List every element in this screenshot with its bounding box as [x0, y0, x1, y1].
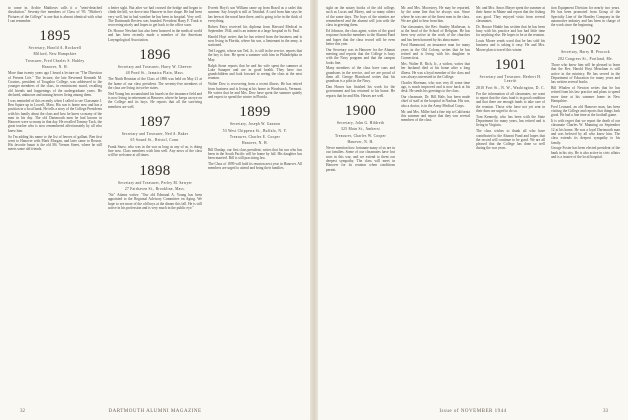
body-paragraph: Mr. and Mrs. Moorstery. He may be reported, by the same line that he always was. Since where he was one of the finest men in the class. We are glad to hear from him. — [401, 6, 470, 23]
class-secretary-address: 27 Fairhaven St., Brookline, Mass. — [124, 186, 186, 191]
right-page-columns — [326, 6, 620, 402]
left-col-3 — [208, 6, 302, 402]
body-paragraph: Never mention how fortunate many of us are in our families. Some of our classmates have lost sons in this war, and we extend to them our deepest sympathy. The class will meet in Hanover for its reunion when conditions permit. — [326, 146, 395, 172]
class-treasurer-address: Hanover, N. H. — [347, 139, 374, 144]
class-year-heading: 1896 — [139, 46, 171, 63]
page-gutter — [310, 0, 318, 420]
body-paragraph: Ned Young has accumulated his laurels in the insurance field and is now living in retirement at Hanover, where he keeps an eye on the College and its boys. He reports that all the surviving members are well. — [108, 91, 202, 109]
body-paragraph: Our Secretary was in Hanover for the Alumni meeting and reports that the College is busy with the Navy program and that the campus looks fine. — [326, 47, 395, 65]
class-secretary-line: Secretary and Treasurer, Harry W. Cheever — [117, 64, 193, 69]
body-paragraph: Our classmates, the Rev. Stanley Matheson, is at the head of the School of Religion. He has been very active in the work of the churches and has been honored by his alma mater. — [401, 24, 470, 42]
class-secretary-address: 40 Pond St., Jamaica Plain, Mass. — [125, 71, 185, 76]
body-paragraph: Fred Leonard, an old Hanover man, has been visiting the College and reports that things look good. He had a fine time at the football game. — [551, 104, 620, 118]
class-secretary-line: Secretary and Treasurer, Perley M. Sawyer — [118, 180, 192, 185]
class-secretary-line: Secretary, John G. Hildreth — [336, 120, 385, 125]
class-secretary-line: Secretary, Joseph W. Gannon — [229, 122, 281, 127]
class-year-heading: 1895 — [39, 28, 71, 45]
body-paragraph: Our classmate, Dr. Bill Hale, has been made chief of staff at the hospital in Nashua. His son, also a doctor, is in the Army Medical Corps. — [401, 95, 470, 108]
class-secretary-address: 2810 Fort St., N. W., Washington, D. C. — [476, 85, 545, 90]
body-paragraph: Louis Moore sends word that he has sold his business and is taking it easy. He and Mrs. Moore plan to travel this winter. — [476, 39, 545, 52]
body-paragraph: More than twenty years ago I heard a lecture on "The Direction of Present Life." The lecture, the late Reverend Kenneth M. Cousins, president of Tougaloo College, was addressed to the younger members of the class, in reminiscent mood, recalling old friends and happenings of the undergraduate years. He declared, unknown and unsung heroes living among them. — [8, 71, 102, 97]
class-year-heading: 1898 — [139, 162, 171, 179]
body-paragraph: So I'm adding his name to the list of heroes of gallant. Ben first went to Hanover with Mark Morgan, and later came to Boston. His favorite haunt is the old Mt. Vernon Street, where he still meets some old friends. — [8, 134, 102, 152]
body-paragraph: Mr. and Mrs. Miller had a fine trip to California this summer and report that they saw several members of the class. — [401, 109, 470, 123]
body-paragraph: Mrs. Walter B. Rich, Jr., a widow, writes that her husband died at his home after a long illness. He was a loyal member of the class and was always interested in the College. — [401, 62, 470, 79]
body-paragraph: "Sir" Adams writes: "Our old Edmund A. Young has been appointed to the Regional Advisory Committee on Aging. We hope to see more of the old boys at the dinner this fall. He is still active in his profession and is very much in the public eye." — [108, 193, 202, 211]
body-paragraph: to come in. Archie Matthews calls it a "semi-detached dissolution." Seventy-five members of Class of '95. "Mother's Pictures of the College" is one that is almost identical with what I can remember. — [8, 6, 102, 23]
class-secretary-address: 202 Congress St., Portland, Me. — [557, 56, 614, 61]
class-treasurer-line: Treasurer, Fred Charles S. Hubley — [25, 58, 85, 63]
body-paragraph: I was reminded of this recently when I called to see Classmate J. Ben Squire up in Lowell, Mass. His son is home now and has a position in a local bank. He tells a story of the College Presidents with his family about the class and how he knew so many of the men in his day. The old Dartmouth men he had known in Hanover were so many in that day. He recalled Tommy Tuck, the great teacher who is now remembered affectionately by all who knew him. — [8, 98, 102, 133]
body-paragraph: For the information of all classmates, we want to report that the class fund is in good condition and that there are enough funds to take care of the reunion. Those who have not yet sent in their dues are urged to do so. — [476, 91, 545, 114]
body-paragraph: Dan Hawes has finished his work for the government and has returned to his home. He reports that he and Mrs. Hawes are well. — [326, 85, 395, 98]
class-year-heading: 1900 — [344, 102, 377, 119]
class-year-heading: 1901 — [494, 56, 527, 73]
body-paragraph: Dr. Horace Hinkle has written that he has been busy with his practice and has had little time for anything else. He hopes to be at the reunion. — [476, 24, 545, 38]
body-paragraph: Tom Kennedy, who has been with the State Department for many years, has retired and is living in Virginia. — [476, 114, 545, 128]
class-year-heading: 1897 — [139, 114, 171, 131]
left-page-columns — [8, 6, 302, 402]
class-secretary-address: Milford, New Hampshire — [33, 52, 77, 57]
body-paragraph: Charles Sherman, who was very ill some time ago, is much improved and is now back at his desk. He sends his greetings to the class. — [401, 80, 470, 94]
body-paragraph: a better sight. But after we had crossed the bridge and began to climb the hill, we drove into Hanover in fine shape. He had been very well, but in bad weather he has been in hospital. Very well. The Dartmouth Review was founded. President Harry F. Trask is recovering nicely and hopes to get back to the office soon. — [108, 6, 202, 28]
page-number: 33 — [603, 409, 608, 414]
body-paragraph: Robert Fairy received his diploma from Harvard Medical in September 1944, and is an interne at a large hospital in St. Paul. — [208, 24, 302, 33]
body-paragraph: Frank Snow, who was in the war as long as any of us, is doing fine now. Class members wish him well. Any news of the class will be welcome at all times. — [108, 144, 202, 158]
right-col-3 — [476, 6, 545, 402]
running-footer-issue: Issue of NOVEMBER 1944 — [439, 409, 507, 414]
page-number: 32 — [20, 409, 25, 414]
body-paragraph: Ed Johnson, the class agent, writes of the good response from the members to the Alumni Fund and hopes that the class record will be even better this year. — [326, 28, 395, 46]
left-col-2 — [108, 6, 202, 402]
class-secretary-address: 53 West Chippewa St., Buffalo, N. Y. — [222, 128, 288, 133]
body-paragraph: Mr. and Mrs. Amos Mayer spent the summer at their home in Maine and report that the fishing was good. They enjoyed visits from several classmates. — [476, 6, 545, 23]
left-col-1 — [8, 6, 102, 402]
right-col-4 — [551, 6, 620, 402]
body-paragraph: Walter Dow is recovering from a recent illness. He has retired from business and is living at his home in Woodstock, Vermont. He writes that he and Mrs. Dow have spent the summer quietly and expect to spend the winter in Florida. — [208, 82, 302, 100]
body-paragraph: Bill Dunlap, our first class president, writes that his son who has been in the South Pacific will be home by fall. His daughter has been married. Bill is still practicing law. — [208, 147, 302, 161]
class-treasurer-line: Treasurer, Charles W. Cooper — [335, 133, 386, 138]
class-treasurer-line: Treasurer, Charles E. Cooper — [229, 135, 281, 140]
body-paragraph: George Foster has been elected president of the bank in his city. He is also active in civic affairs and is a trustee of the local hospital. — [551, 146, 620, 160]
body-paragraph: tion Equipment Division for nearly two years. He has been promoted from Group of the Specialty Line of the Huntley Company in the automotive industry and has been in charge of the work since the beginning. — [551, 6, 620, 28]
body-paragraph: The class wishes to thank all who have contributed to the Alumni Fund and hopes that the record will continue to be good. We are all pleased that the College has done so well during the war years. — [476, 129, 545, 151]
body-paragraph: The Class of 1899 will hold its reunion next year in Hanover. All members are urged to attend and bring their families. — [208, 162, 302, 171]
class-year-heading: 1902 — [569, 32, 602, 49]
right-col-2 — [401, 6, 470, 402]
class-secretary-line: Secretary, Harold A. Rockwell — [28, 46, 82, 51]
body-paragraph: Harold Hoyt writes that he has retired from the business and is now living in Florida, where his son, a lieutenant in the army, is stationed. — [208, 34, 302, 48]
class-secretary-line: Secretary and Treasurer, Herbert H. Leavitt — [479, 74, 542, 84]
class-treasurer-address: Hanover, N. H. — [241, 141, 269, 146]
left-page — [0, 0, 310, 420]
body-paragraph: Many members of the class have sons and grandsons in the service, and we are proud of them all. George Blanchard writes that his grandson is a pilot in the Navy. — [326, 66, 395, 84]
body-paragraph: Those who knew him will be pleased to learn that the Rev. Harold Hoyt Meacham is still active in the ministry. He has served in the Department of Education for many years and has written several books. — [551, 63, 620, 85]
body-paragraph: Fred Hammond, an insurance man for many years in the Old Colony, writes that he has retired and is living with his daughter in Connecticut. — [401, 43, 470, 61]
class-treasurer-address: Hanover, N. H. — [41, 65, 69, 70]
class-secretary-address: 325 Main St., Amherst — [341, 127, 380, 132]
right-col-1 — [326, 6, 395, 402]
class-year-heading: 1899 — [239, 104, 271, 121]
class-secretary-line: Secretary and Treasurer, Ned A. Baker — [121, 132, 189, 137]
body-paragraph: sight on the notary books of the old college, such as Lucas and Morey, and so many others of the same days. The boys of the nineties are remembered and the alumni will join with the class in greeting them. — [326, 6, 395, 28]
body-paragraph: Ted Leggett, whose son Ted, Jr., is still in the service, reports that the boy is fine. He spent a summer with him in Philadelphia in May. — [208, 49, 302, 62]
body-paragraph: Ralph Stone reports that he and his wife spent the summer at Lake Sunapee and are in good health. They have two grandchildren and look forward to seeing the class at the next reunion. — [208, 63, 302, 81]
body-paragraph: Bill Whalen of Newton writes that he has retired from his law practice and plans to spend more time at his summer home in New Hampshire. — [551, 86, 620, 103]
body-paragraph: Dr. Horace Newhart has also been honored in the medical world and has been recently made a member of the American Laryngological Association. — [108, 28, 202, 42]
class-secretary-line: Secretary, Harry H. Peacock — [561, 50, 610, 55]
body-paragraph: The Ninth Reunion of the Class of 1896 was held on May 21 at the home of our class president. The seventy-five members of the class are living in twelve states. — [108, 77, 202, 91]
body-paragraph: It is with regret that we report the death of our classmate Charles W. Manning on September 12 at his home. He was a loyal Dartmouth man and was beloved by all who knew him. The class extends its deepest sympathy to his family. — [551, 119, 620, 145]
running-footer-title: DARTMOUTH ALUMNI MAGAZINE — [108, 409, 202, 414]
right-page — [318, 0, 628, 420]
body-paragraph: Everett Hoyt's son William came up from Brazil as a cadet this summer. Say Joseph is still at Trinidad. A card from him says he has been at the naval base there, and is going to be in the thick of everything. — [208, 6, 302, 23]
class-secretary-address: 65 Sound St., Bristol, Conn. — [130, 138, 180, 143]
